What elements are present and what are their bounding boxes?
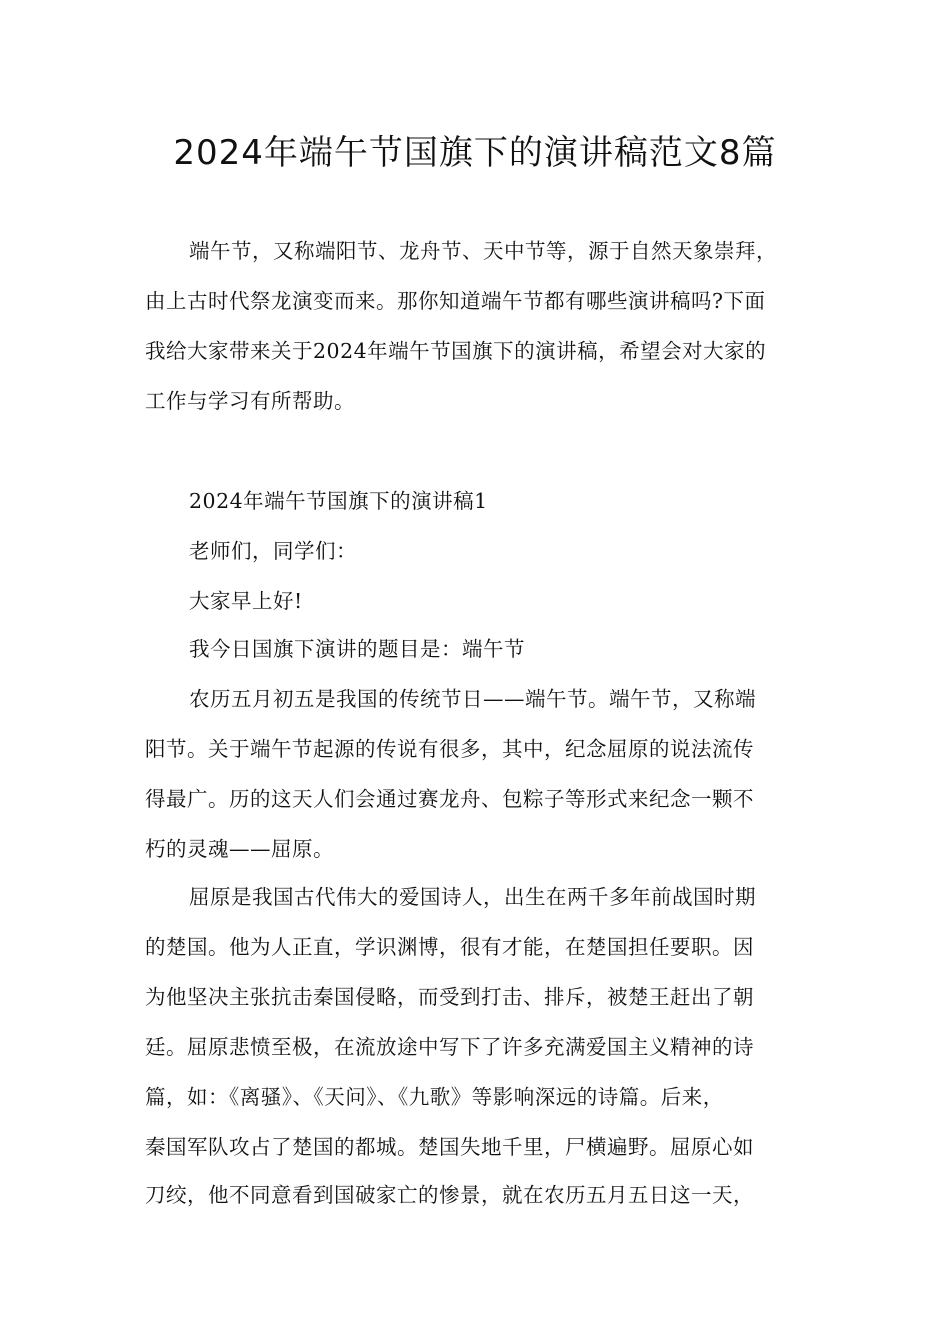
section-heading: 2024年端午节国旗下的演讲稿1 [189,489,488,513]
document-title: 2024年端午节国旗下的演讲稿范文8篇 [173,133,777,173]
paragraph-2-line-6: 秦国军队攻占了楚国的都城。楚国失地千里，尸横遍野。屈原心如 [145,1135,754,1159]
salutation: 老师们，同学们： [189,539,357,563]
paragraph-2-line-3: 为他坚决主张抗击秦国侵略，而受到打击、排斥，被楚王赶出了朝 [145,985,754,1009]
greeting: 大家早上好! [189,589,303,613]
intro-line-1: 端午节，又称端阳节、龙舟节、天中节等，源于自然天象崇拜， [189,239,777,263]
topic-line: 我今日国旗下演讲的题目是：端午节 [189,637,525,661]
paragraph-2-line-2: 的楚国。他为人正直，学识渊博，很有才能，在楚国担任要职。因 [145,935,754,959]
paragraph-1-line-1: 农历五月初五是我国的传统节日——端午节。端午节，又称端 [189,687,756,711]
paragraph-2-line-7: 刀绞，他不同意看到国破家亡的惨景，就在农历五月五日这一天， [145,1183,754,1207]
intro-line-4: 工作与学习有所帮助。 [145,389,355,413]
paragraph-2-line-5: 篇，如：《离骚》、《天问》、《九歌》等影响深远的诗篇。后来， [145,1085,724,1109]
paragraph-1-line-4: 朽的灵魂——屈原。 [145,837,334,861]
intro-line-3: 我给大家带来关于2024年端午节国旗下的演讲稿，希望会对大家的 [145,339,767,363]
intro-line-2: 由上古时代祭龙演变而来。那你知道端午节都有哪些演讲稿吗?下面 [145,289,766,313]
paragraph-1-line-3: 得最广。历的这天人们会通过赛龙舟、包粽子等形式来纪念一颗不 [145,787,754,811]
paragraph-2-line-4: 廷。屈原悲愤至极，在流放途中写下了许多充满爱国主义精神的诗 [145,1035,754,1059]
paragraph-1-line-2: 阳节。关于端午节起源的传说有很多，其中，纪念屈原的说法流传 [145,737,754,761]
paragraph-2-line-1: 屈原是我国古代伟大的爱国诗人，出生在两千多年前战国时期 [189,885,756,909]
